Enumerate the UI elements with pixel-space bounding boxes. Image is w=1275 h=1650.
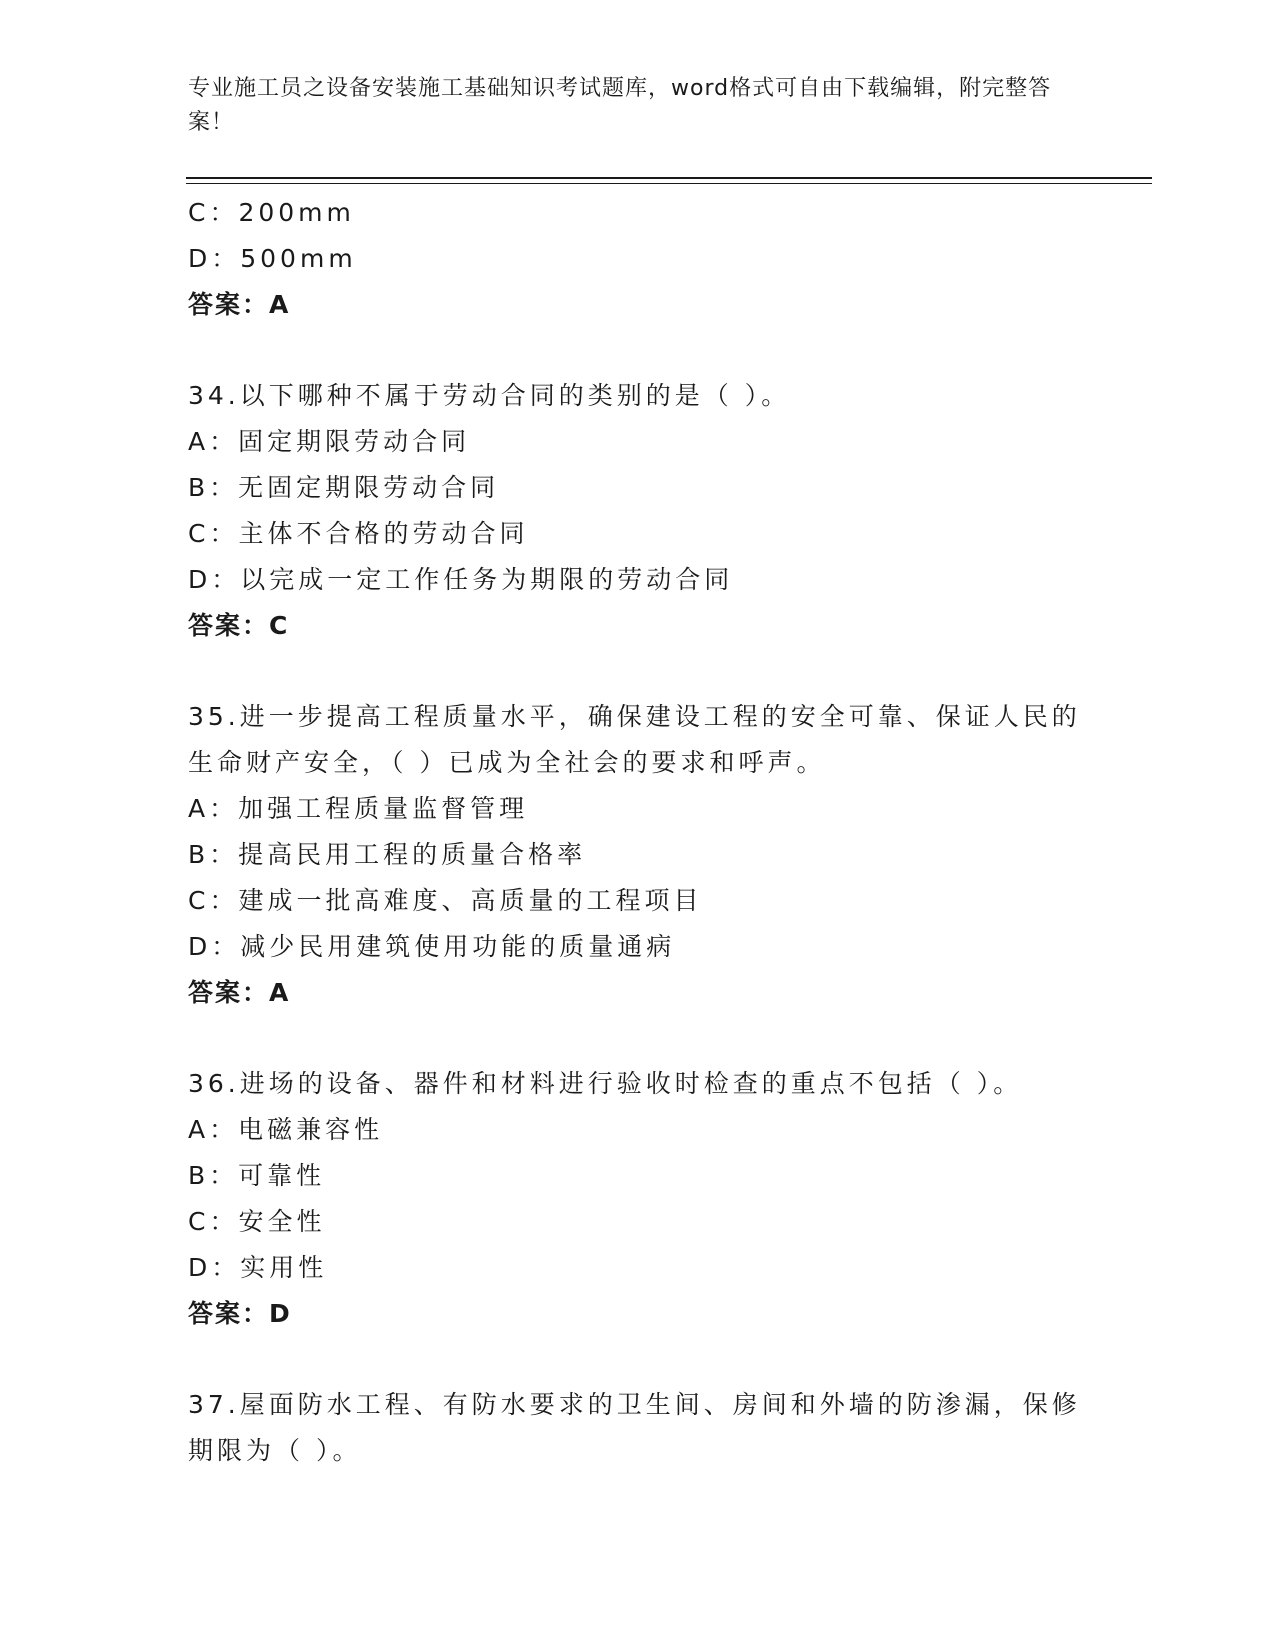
question-list — [188, 190, 1088, 1474]
question-36-stem: 36.进场的设备、器件和材料进行验收时检查的重点不包括（ ）。 — [188, 1069, 1023, 1098]
question-35-stem-line-1: 35.进一步提高工程质量水平，确保建设工程的安全可靠、保证人民的 — [188, 702, 1081, 731]
question-35-stem-line-2: 生命财产安全，（ ）已成为全社会的要求和呼声。 — [188, 748, 826, 777]
document-header-title: 专业施工员之设备安装施工基础知识考试题库，word格式可自由下载编辑，附完整答案！ — [188, 76, 1052, 135]
option-c: C：200mm — [188, 198, 355, 227]
question-35-option-a: A：加强工程质量监督管理 — [188, 794, 529, 823]
question-34-option-b: B：无固定期限劳动合同 — [188, 473, 500, 502]
question-36-option-d: D：实用性 — [188, 1253, 328, 1282]
question-34-answer: 答案：C — [188, 611, 290, 640]
question-36-option-b: B：可靠性 — [188, 1161, 326, 1190]
answer-line: 答案：A — [188, 290, 291, 319]
header-divider-thick — [186, 177, 1152, 179]
question-36-answer: 答案：D — [188, 1299, 292, 1328]
header-divider-thin — [186, 183, 1152, 184]
question-36-option-c: C：安全性 — [188, 1207, 326, 1236]
question-34-option-d: D：以完成一定工作任务为期限的劳动合同 — [188, 565, 734, 594]
question-37-stem-line-1: 37.屋面防水工程、有防水要求的卫生间、房间和外墙的防渗漏，保修 — [188, 1390, 1081, 1419]
question-35-option-c: C：建成一批高难度、高质量的工程项目 — [188, 886, 703, 915]
option-d: D：500mm — [188, 244, 357, 273]
question-35-option-d: D：减少民用建筑使用功能的质量通病 — [188, 932, 676, 961]
question-34-stem: 34.以下哪种不属于劳动合同的类别的是（ ）。 — [188, 381, 791, 410]
question-35-answer: 答案：A — [188, 978, 291, 1007]
question-34-option-c: C：主体不合格的劳动合同 — [188, 519, 529, 548]
question-36-option-a: A：电磁兼容性 — [188, 1115, 384, 1144]
question-34-option-a: A：固定期限劳动合同 — [188, 427, 471, 456]
question-35-option-b: B：提高民用工程的质量合格率 — [188, 840, 587, 869]
question-37-stem-line-2: 期限为（ ）。 — [188, 1436, 362, 1465]
